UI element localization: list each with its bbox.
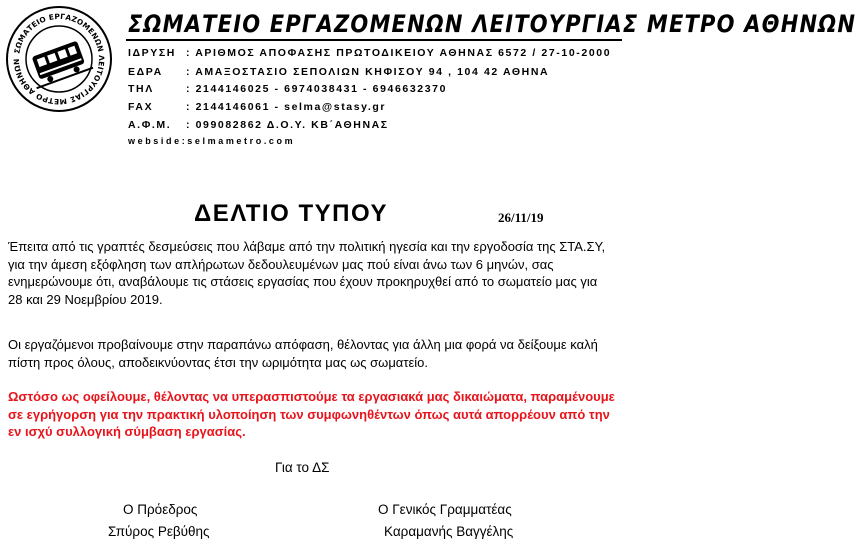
text-line: ενημερώνουμε ότι, αναβάλουμε τις στάσεις εργασίας που έχουν προκηρυχθεί από το σωματείο μας για [8,274,598,289]
info-value: : 2144146061 - selma@stasy.gr [186,101,387,113]
text-line: εν ισχύ συλλογική σύμβαση εργασίας. [8,424,246,439]
info-label: ΕΔΡΑ [128,66,163,78]
text-line: 28 και 29 Νοεμβρίου 2019. [8,291,163,307]
president-role: Ο Πρόεδρος [123,502,198,517]
paragraph-good-faith [8,336,598,371]
press-release-date: 26/11/19 [498,210,544,225]
text-line: πίστη προς όλους, αποδεικνύοντας έτσι την ωριμότητα μας ως σωματείο. [8,354,428,370]
text-line: Έπειτα από τις γραπτές δεσμεύσεις που λάβαμε από την πολιτική ηγεσία και την εργοδοσία της ΣΤΑ.ΣΥ, [8,239,606,254]
info-value: : 2144146025 - 6974038431 - 6946632370 [186,83,448,95]
seal-ring-text: ΣΩΜΑΤΕΙΟ ΕΡΓΑΖΟΜΕΝΩΝ ΛΕΙΤΟΥΡΓΙΑΣ ΜΕΤΡΟ ΑΘΗΝΩΝ [11,11,107,107]
info-row-phone [128,83,447,96]
general-secretary-name: Καραμανής Βαγγέλης [384,524,514,539]
press-release-title: ΔΕΛΤΙΟ ΤΥΠΟΥ [194,200,388,227]
union-name-heading: ΣΩΜΑΤΕΙΟ ΕΡΓΑΖΟΜΕΝΩΝ ΛΕΙΤΟΥΡΓΙΑΣ ΜΕΤΡΟ ΑΘΗΝΩΝ [128,10,856,38]
info-value: : ΑΡΙΘΜΟΣ ΑΠΟΦΑΣΗΣ ΠΡΩΤΟΔΙΚΕΙΟΥ ΑΘΗΝΑΣ 6572 / 27-10-2000 [186,47,612,59]
sign-off-board: Για το ΔΣ [275,460,330,475]
info-label: Α.Φ.Μ. [128,119,172,131]
info-label: ΙΔΡΥΣΗ [128,47,176,59]
info-label: FAX [128,101,154,113]
paragraph-vigilance-emphasis [8,388,615,441]
info-row-seat [128,66,549,79]
heading-underline [126,39,622,41]
info-row-tax-id [128,119,389,132]
text-line: σε εγρήγορση για την πρακτική υλοποίηση των συμφωνηθέντων όπως αυτά απορρέουν από την [8,406,610,422]
text-line: Οι εργαζόμενοι προβαίνουμε στην παραπάνω απόφαση, θέλοντας για άλλη μια φορά να δείξουμε καλή [8,337,598,352]
info-value: : ΑΜΑΞΟΣΤΑΣΙΟ ΣΕΠΟΛΙΩΝ ΚΗΦΙΣΟΥ 94 , 104 42 ΑΘΗΝΑ [186,66,550,78]
website-line: webside:selmametro.com [128,136,296,146]
general-secretary-role: Ο Γενικός Γραμματέας [378,502,512,517]
text-line: Ωστόσο ως οφείλουμε, θέλοντας να υπερασπιστούμε τα εργασιακά μας δικαιώματα, παραμένουμε [8,389,615,404]
president-name: Σπύρος Ρεβύθης [108,524,210,539]
info-row-fax [128,101,386,114]
info-label: ΤΗΛ [128,83,154,95]
text-line: για την άμεση εξόφληση των απλήρωτων δεδουλευμένων μας πού είναι άνω των 6 μηνών, σας [8,256,554,272]
info-value: : 099082862 Δ.Ο.Υ. ΚΒ΄ΑΘΗΝΑΣ [186,119,389,131]
paragraph-postponement [8,238,605,308]
info-row-founding [128,47,611,60]
union-seal-logo [4,4,114,114]
